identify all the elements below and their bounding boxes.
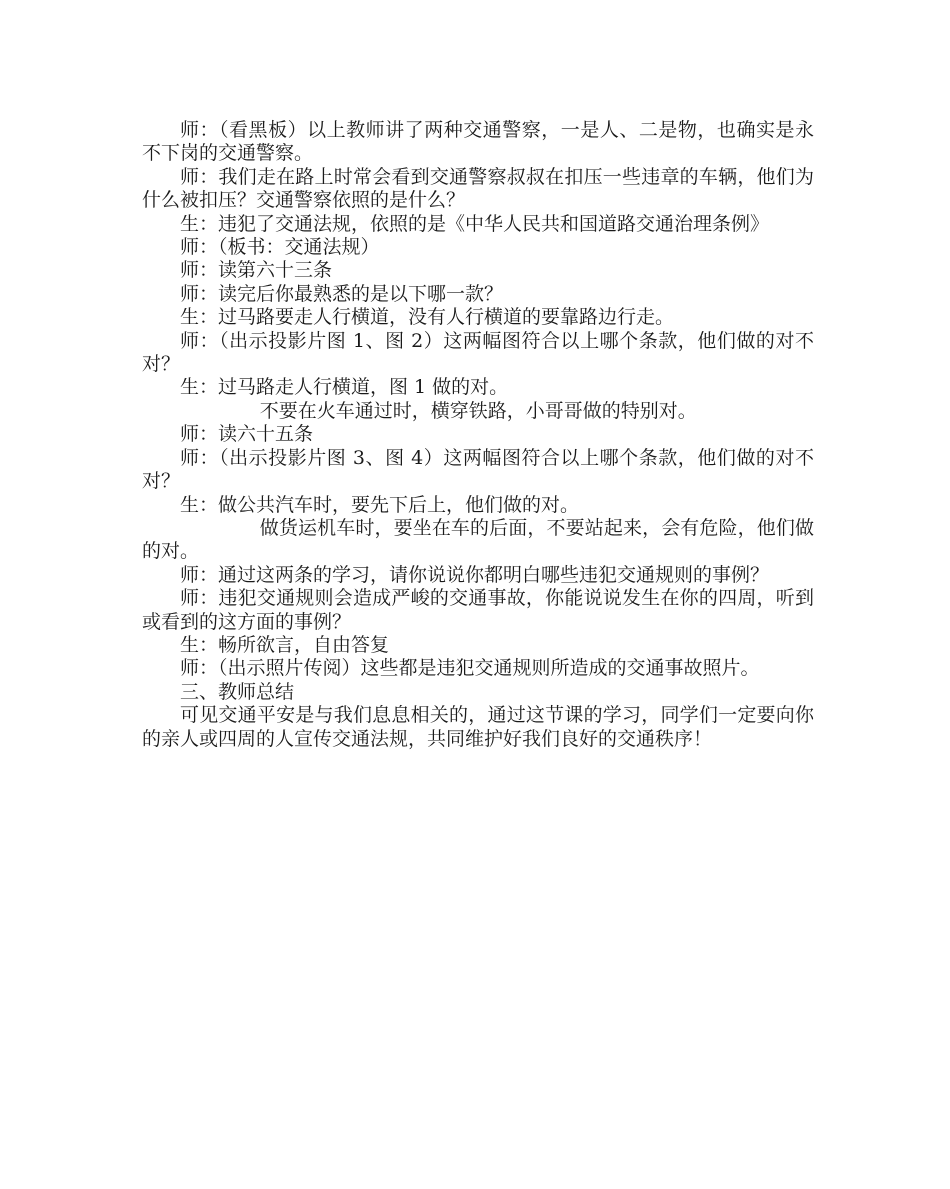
document-page (142, 119, 814, 751)
paragraph-11: 师：读六十五条 (180, 423, 314, 446)
paragraph-9: 生：过马路走人行横道，图 1 做的对。 (180, 376, 509, 399)
paragraph-3: 生：违犯了交通法规，依照的是《中华人民共和国道路交通治理条例》 (180, 212, 770, 235)
paragraph-17: 生：畅所欲言，自由答复 (180, 633, 390, 656)
paragraph-2: 师：我们走在路上时常会看到交通警察叔叔在扣压一些违章的车辆，他们为什么被扣压？交通警察依照的是什么？ (142, 165, 814, 212)
paragraph-1: 师：（看黑板）以上教师讲了两种交通警察，一是人、二是物，也确实是永不下岗的交通警察。 (142, 119, 814, 165)
paragraph-4: 师：（板书：交通法规） (180, 236, 380, 259)
paragraph-10: 不要在火车通过时，横穿铁路，小哥哥做的特别对。 (259, 399, 697, 422)
paragraph-5: 师：读第六十三条 (180, 259, 333, 282)
paragraph-19: 三、教师总结 (180, 680, 295, 703)
paragraph-15: 师：通过这两条的学习，请你说说你都明白哪些违犯交通规则的事例？ (180, 563, 770, 586)
paragraph-12: 师：（出示投影片图 3、图 4）这两幅图符合以上哪个条款，他们做的对不对？ (142, 446, 814, 493)
paragraph-6: 师：读完后你最熟悉的是以下哪一款？ (180, 282, 504, 305)
paragraph-14: 做货运机车时，要坐在车的后面，不要站起来，会有危险，他们做的对。 (142, 516, 814, 563)
paragraph-8: 师：（出示投影片图 1、图 2）这两幅图符合以上哪个条款，他们做的对不对？ (142, 329, 814, 376)
paragraph-18: 师：（出示照片传阅）这些都是违犯交通规则所造成的交通事故照片。 (180, 657, 760, 680)
paragraph-16: 师：违犯交通规则会造成严峻的交通事故，你能说说发生在你的四周，听到或看到的这方面的事例？ (142, 587, 814, 633)
paragraph-7: 生：过马路要走人行横道，没有人行横道的要靠路边行走。 (180, 306, 675, 329)
paragraph-13: 生：做公共汽车时，要先下后上，他们做的对。 (180, 493, 580, 516)
paragraph-20: 可见交通平安是与我们息息相关的，通过这节课的学习，同学们一定要向你的亲人或四周的人宣传交通法规，共同维护好我们良好的交通秩序！ (142, 704, 814, 750)
